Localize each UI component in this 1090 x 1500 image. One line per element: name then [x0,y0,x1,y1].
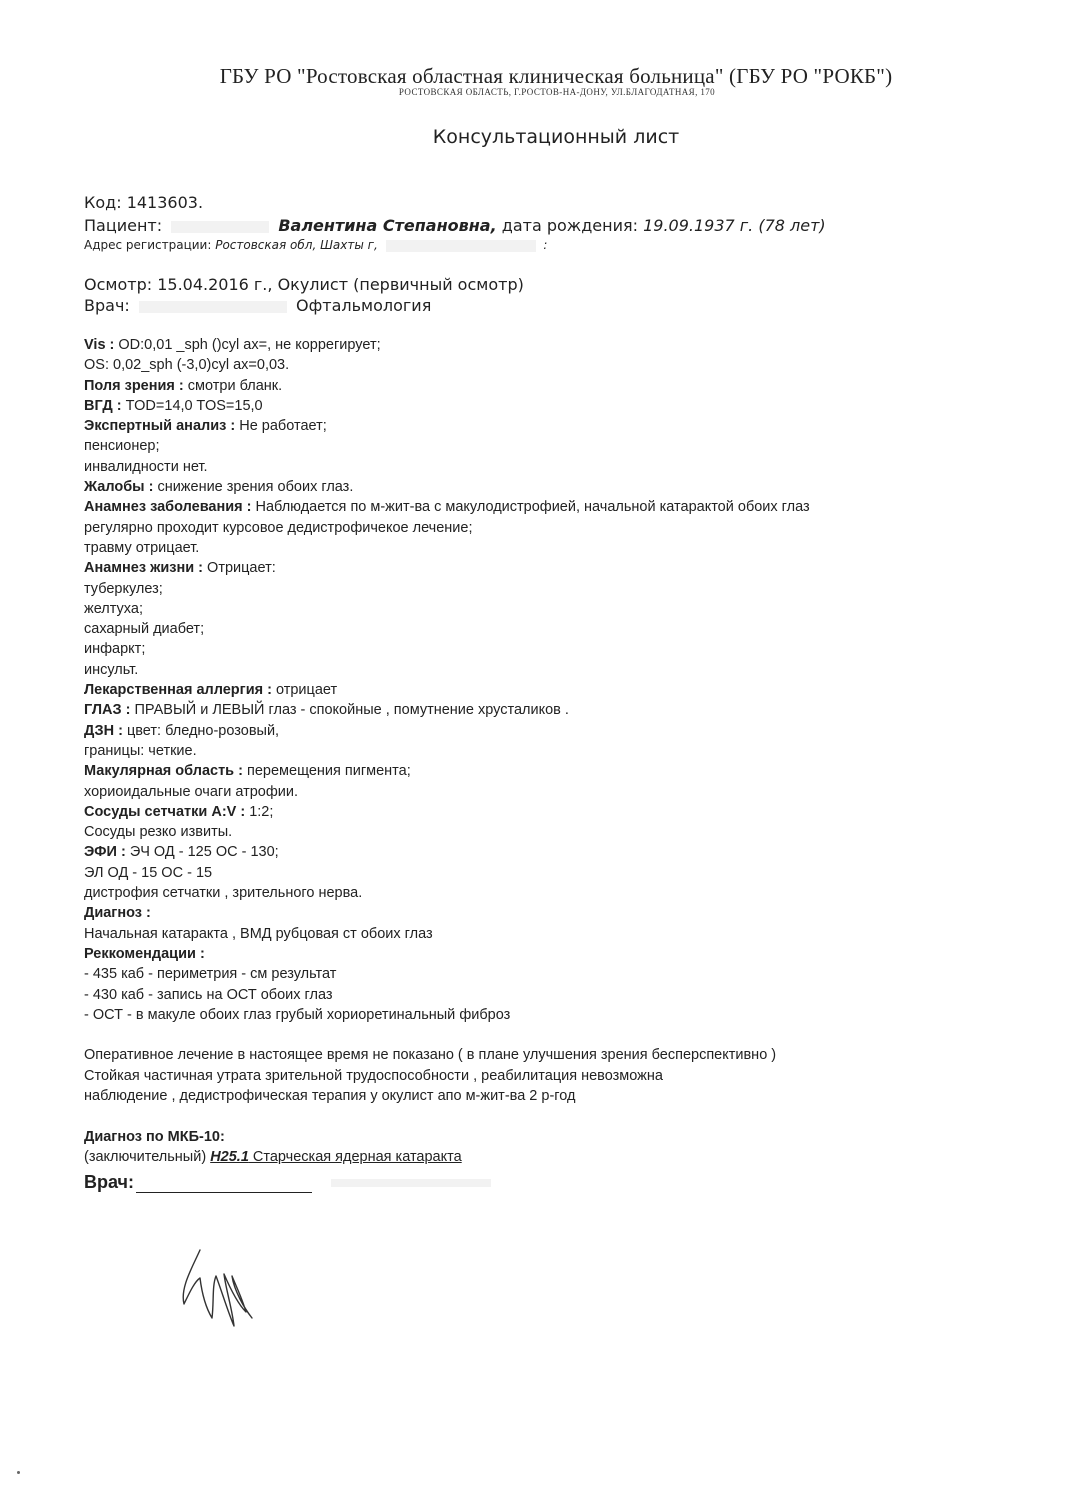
recommendation-2: - 430 каб - запись на ОСТ обоих глаз [84,986,333,1003]
signature-underline [136,1174,312,1193]
conclusion-line-1: Оперативное лечение в настоящее время не показано ( в плане улучшения зрения бесперспективно ) [84,1047,777,1064]
doctor-department: Офтальмология [295,296,432,315]
visual-field-row [84,376,810,396]
expert-line-3: инвалидности нет. [84,458,208,475]
efi-value: ЭЧ ОД - 125 ОС - 130; [129,844,279,861]
registration-label: Адрес регистрации: [84,238,212,252]
optic-disc-row [84,721,810,741]
vessels-value: 1:2; [249,803,274,820]
macula-label: Макулярная область : [84,763,243,780]
spacer [84,1106,810,1126]
vessels-label: Сосуды сетчатки A:V : [84,803,246,820]
macula-line-2: хориоидальные очаги атрофии. [84,783,298,800]
patient-line [84,216,826,235]
patient-label: Пациент: [84,216,163,235]
handwritten-signature-icon [172,1238,272,1338]
iop-row [84,396,810,416]
mkb-text: Старческая ядерная катаракта [248,1148,462,1165]
redacted-surname [171,221,269,233]
doctor-line [84,296,431,315]
expert-label: Экспертный анализ : [84,418,236,435]
life-history-line-5: инфаркт; [84,641,146,658]
signature-line [84,1172,495,1193]
complaints-label: Жалобы : [84,479,154,496]
recommendation-3: - ОСТ - в макуле обоих глаз грубый хориоретинальный фиброз [84,1006,511,1023]
eye-label: ГЛАЗ : [84,702,131,719]
life-history-row [84,558,810,578]
allergy-value: отрицает [275,682,338,699]
scan-speck [17,1471,20,1474]
birth-label: дата рождения: [501,216,638,235]
redacted-signer [331,1179,491,1187]
anamnesis-line-2: регулярно проходит курсовое дедистрофичекое лечение; [84,519,473,536]
hospital-address: РОСТОВСКАЯ ОБЛАСТЬ, Г.РОСТОВ-НА-ДОНУ, УЛ.БЛАГОДАТНАЯ, 170 [398,87,716,97]
expert-line-2: пенсионер; [84,438,160,455]
registration-value: Ростовская обл, Шахты г, [215,238,378,252]
optic-disc-value: цвет: бледно-розовый, [126,722,280,739]
doctor-label: Врач: [84,296,130,315]
efi-line-2: ЭЛ ОД - 15 ОС - 15 [84,864,213,881]
vessels-line-2: Сосуды резко извиты. [84,824,233,841]
anamnesis-value: Наблюдается по м-жит-ва с макулодистрофией, начальной катарактой обоих глаз [255,499,810,516]
vis-label: Vis : [84,337,115,353]
expert-value: Не работает; [239,418,327,435]
macula-value: перемещения пигмента; [247,763,411,780]
spacer [84,1025,810,1045]
exam-line: Осмотр: 15.04.2016 г., Окулист (первичный осмотр) [84,275,524,294]
anamnesis-line-3: травму отрицает. [84,539,200,556]
mkb-prefix: (заключительный) [84,1148,207,1165]
life-history-label: Анамнез жизни : [84,560,204,577]
registration-line [84,238,547,252]
signature-label: Врач: [84,1172,135,1192]
allergy-row [84,680,810,700]
life-history-line-2: туберкулез; [84,580,163,597]
optic-disc-line-2: границы: четкие. [84,742,197,759]
diagnosis-label: Диагноз : [84,905,151,922]
life-history-line-3: желтуха; [84,600,143,617]
anamnesis-label: Анамнез заболевания : [84,499,252,516]
vis-row [84,335,810,355]
efi-label: ЭФИ : [84,844,126,861]
life-history-line-4: сахарный диабет; [84,621,205,638]
vessels-row [84,802,810,822]
eye-row [84,700,810,720]
registration-tail: : [543,238,548,252]
complaints-value: снижение зрения обоих глаз. [157,479,354,496]
allergy-label: Лекарственная аллергия : [84,682,272,699]
recommendations-label: Реккомендации : [84,945,205,962]
expert-row [84,416,810,436]
iop-value: TOD=14,0 TOS=15,0 [125,397,263,414]
mkb-code: H25.1 [210,1148,249,1165]
recommendation-1: - 435 каб - периметрия - см результат [84,966,337,983]
efi-row [84,842,810,862]
mkb-heading [84,1127,810,1147]
mkb-row [84,1147,810,1167]
recommendations-heading [84,944,810,964]
patient-code: Код: 1413603. [84,193,204,212]
life-history-line-6: инсульт. [84,661,139,678]
conclusion-line-3: наблюдение , дедистрофическая терапия у окулист апо м-жит-ва 2 р-год [84,1087,576,1104]
optic-disc-label: ДЗН : [84,722,123,739]
vis-os: OS: 0,02_sph (-3,0)cyl ax=0,03. [84,357,290,374]
redacted-address [386,240,536,252]
redacted-doctor [139,301,287,313]
conclusion-line-2: Стойкая частичная утрата зрительной трудоспособности , реабилитация невозможна [84,1067,663,1084]
iop-label: ВГД : [84,397,122,414]
birth-value: 19.09.1937 г. (78 лет) [643,216,826,235]
vis-od: OD:0,01 _sph ()cyl ax=, не коррегирует; [118,337,381,353]
patient-name: Валентина Степановна, [278,216,497,235]
document-title: Консультационный лист [432,126,680,148]
efi-line-3: дистрофия сетчатки , зрительного нерва. [84,885,363,902]
life-history-value: Отрицает: [207,560,276,577]
macula-row [84,761,810,781]
hospital-name: ГБУ РО "Ростовская областная клиническая больница" (ГБУ РО "РОКБ") [219,64,893,88]
visual-field-value: смотри бланк. [187,377,283,394]
mkb-label: Диагноз по МКБ-10: [84,1128,225,1145]
anamnesis-row [84,497,810,517]
diagnosis-value: Начальная катаракта , ВМД рубцовая ст обоих глаз [84,925,433,942]
exam-body [84,335,810,1167]
complaints-row [84,477,810,497]
diagnosis-heading [84,903,810,923]
eye-value: ПРАВЫЙ и ЛЕВЫЙ глаз - спокойные , помутнение хрусталиков . [134,702,569,719]
visual-field-label: Поля зрения : [84,377,184,394]
